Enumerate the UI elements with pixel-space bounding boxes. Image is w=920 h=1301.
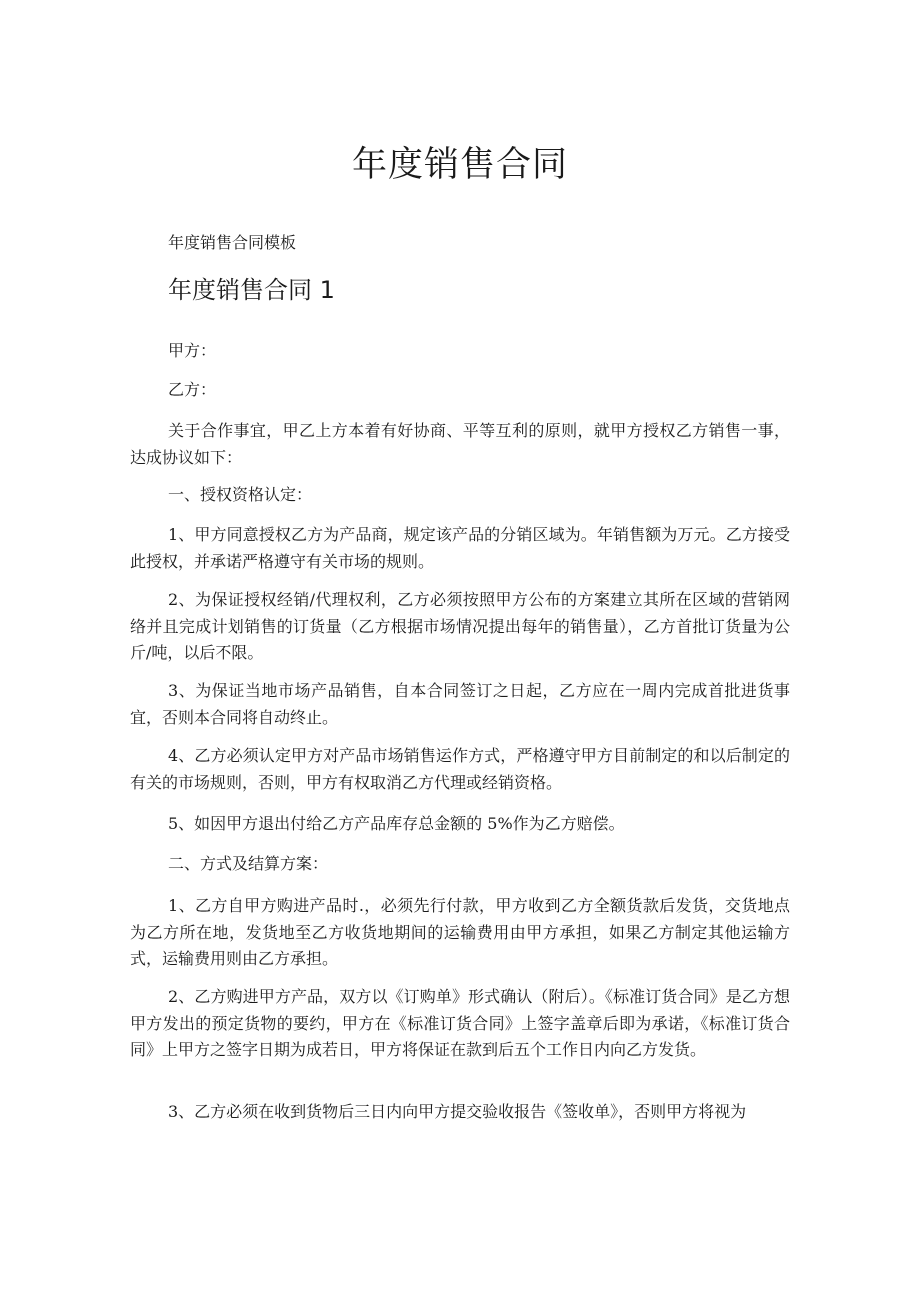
clause-2-3: 3、乙方必须在收到货物后三日内向甲方提交验收报告《签收单》，否则甲方将视为 [168,1102,747,1121]
clause-1-4: 4、乙方必须认定甲方对产品市场销售运作方式，严格遵守甲方目前制定的和以后制定的有关的市场规则，否则，甲方有权取消乙方代理或经销资格。 [130,746,790,792]
clause-1-5: 5、如因甲方退出付给乙方产品库存总金额的 5%作为乙方赔偿。 [168,814,625,833]
section-heading: 年度销售合同 1 [168,276,335,304]
document-subtitle: 年度销售合同模板 [168,233,297,252]
document-title: 年度销售合同 [351,145,568,185]
clause-1-3: 3、为保证当地市场产品销售，自本合同签订之日起，乙方应在一周内完成首批进货事宜，否则本合同将自动终止。 [130,681,790,727]
clause-2-1: 1、乙方自甲方购进产品时.，必须先行付款，甲方收到乙方全额货款后发货，交货地点为乙方所在地，发货地至乙方收货地期间的运输费用由甲方承担，如果乙方制定其他运输方式，运输费用则由乙方承担。 [130,896,790,968]
party-a-line: 甲方： [168,341,217,360]
preamble-paragraph: 关于合作事宜，甲乙上方本着有好协商、平等互利的原则，就甲方授权乙方销售一事，达成协议如下： [130,421,790,467]
section-1-heading: 一、授权资格认定： [168,485,313,504]
section-2-heading: 二、方式及结算方案： [168,854,329,873]
clause-2-2: 2、乙方购进甲方产品，双方以《订购单》形式确认（附后）。《标准订货合同》是乙方想甲方发出的预定货物的要约，甲方在《标准订货合同》上签字盖章后即为承诺，《标准订货合同》上甲方之签字日期为成若日，甲方将保证在款到后五个工作日内向乙方发货。 [130,987,790,1059]
party-b-line: 乙方： [168,380,217,399]
clause-1-1: 1、甲方同意授权乙方为产品商，规定该产品的分销区域为。年销售额为万元。乙方接受此授权，并承诺严格遵守有关市场的规则。 [130,525,790,571]
clause-1-2: 2、为保证授权经销/代理权利，乙方必须按照甲方公布的方案建立其所在区域的营销网络并且完成计划销售的订货量（乙方根据市场情况提出每年的销售量），乙方首批订货量为公斤/吨，以后不限。 [130,590,790,662]
